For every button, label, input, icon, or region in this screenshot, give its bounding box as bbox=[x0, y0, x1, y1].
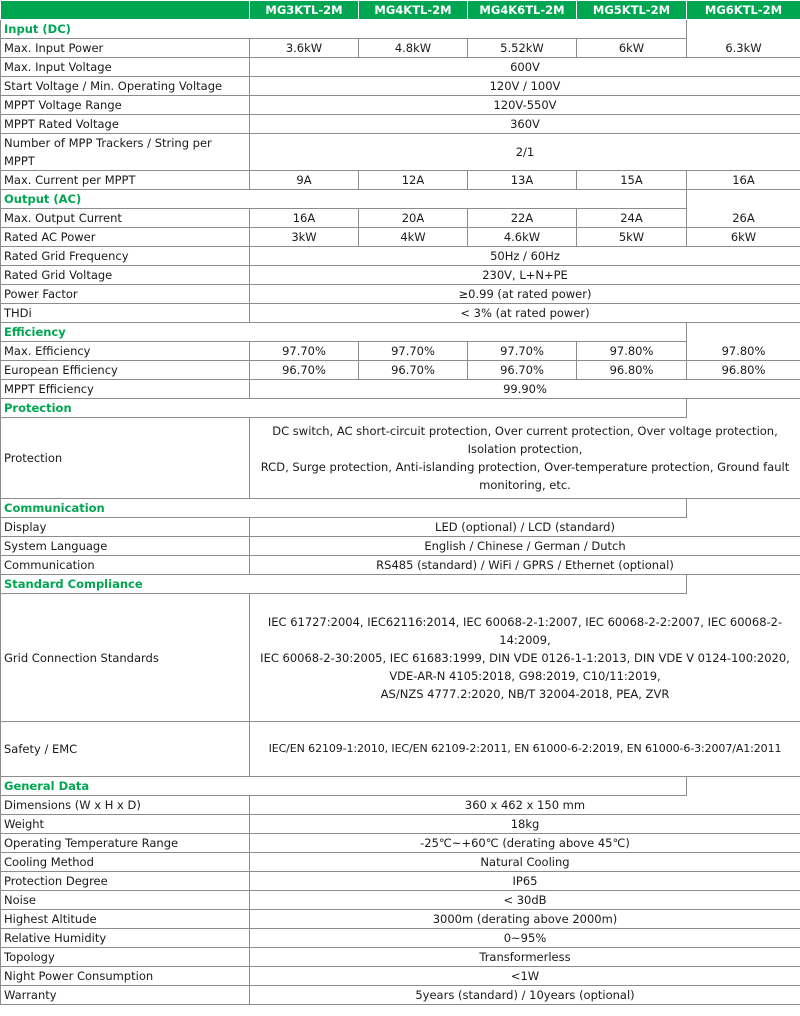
row-label: Rated AC Power bbox=[1, 228, 250, 247]
cell-value: 20A bbox=[359, 209, 468, 228]
text-line: DC switch, AC short-circuit protection, Over current protection, Over voltage protection, bbox=[272, 424, 778, 438]
section-title-input: Input (DC) bbox=[1, 20, 687, 39]
row-label: Noise bbox=[1, 891, 250, 910]
row-label: Safety / EMC bbox=[1, 722, 250, 777]
section-title-general: General Data bbox=[1, 777, 687, 796]
cell-value: 600V bbox=[250, 58, 800, 77]
cell-value: 4kW bbox=[359, 228, 468, 247]
row-label: Communication bbox=[1, 556, 250, 575]
model-header: MG5KTL-2M bbox=[577, 1, 687, 20]
cell-value: 50Hz / 60Hz bbox=[250, 247, 800, 266]
cell-value: IP65 bbox=[250, 872, 800, 891]
row-label: Topology bbox=[1, 948, 250, 967]
row-label: Grid Connection Standards bbox=[1, 594, 250, 722]
row-label: Rated Grid Frequency bbox=[1, 247, 250, 266]
table-row bbox=[1, 209, 800, 228]
table-row bbox=[1, 39, 800, 58]
model-header-row bbox=[1, 1, 800, 20]
cell-value: 97.80% bbox=[577, 342, 687, 361]
table-row bbox=[1, 815, 800, 834]
cell-value: 12A bbox=[359, 171, 468, 190]
table-row bbox=[1, 228, 800, 247]
cell-value: 22A bbox=[468, 209, 577, 228]
table-row bbox=[1, 796, 800, 815]
row-label: MPPT Voltage Range bbox=[1, 96, 250, 115]
cell-value: 97.70% bbox=[250, 342, 359, 361]
cell-value: 24A bbox=[577, 209, 687, 228]
table-row bbox=[1, 986, 800, 1005]
table-row bbox=[1, 134, 800, 171]
table-row bbox=[1, 537, 800, 556]
cell-value: 360V bbox=[250, 115, 800, 134]
table-row bbox=[1, 247, 800, 266]
cell-value: 97.70% bbox=[468, 342, 577, 361]
text-line: 14:2009, bbox=[499, 632, 551, 647]
row-label: Dimensions (W x H x D) bbox=[1, 796, 250, 815]
row-label: MPPT Efficiency bbox=[1, 380, 250, 399]
row-label: Warranty bbox=[1, 986, 250, 1005]
table-row bbox=[1, 58, 800, 77]
cell-value: 9A bbox=[250, 171, 359, 190]
row-label: Protection bbox=[1, 418, 250, 499]
protection-list bbox=[250, 418, 800, 499]
cell-value: 96.70% bbox=[468, 361, 577, 380]
section-title-efficiency: Efficiency bbox=[1, 323, 687, 342]
table-row bbox=[1, 518, 800, 537]
cell-value: LED (optional) / LCD (standard) bbox=[250, 518, 800, 537]
row-label: Max. Current per MPPT bbox=[1, 171, 250, 190]
row-label: Weight bbox=[1, 815, 250, 834]
cell-value: Natural Cooling bbox=[250, 853, 800, 872]
cell-value: 96.70% bbox=[250, 361, 359, 380]
cell-value: 96.70% bbox=[359, 361, 468, 380]
table-row bbox=[1, 594, 800, 722]
row-label: System Language bbox=[1, 537, 250, 556]
cell-value: English / Chinese / German / Dutch bbox=[250, 537, 800, 556]
model-header: MG3KTL-2M bbox=[250, 1, 359, 20]
cell-value: 16A bbox=[687, 171, 800, 190]
text-line: IEC 61727:2004, IEC62116:2014, IEC 60068-2-1:2007, IEC 60068-2-2:2007, IEC 60068-2- bbox=[267, 614, 783, 629]
row-label: Max. Input Power bbox=[1, 39, 250, 58]
table-row bbox=[1, 304, 800, 323]
cell-value: 96.80% bbox=[577, 361, 687, 380]
row-label: Max. Efficiency bbox=[1, 342, 250, 361]
grid-standards-list bbox=[250, 594, 800, 722]
section-row bbox=[1, 20, 800, 39]
row-label: Night Power Consumption bbox=[1, 967, 250, 986]
table-row bbox=[1, 872, 800, 891]
cell-value: 6kW bbox=[577, 39, 687, 58]
table-row bbox=[1, 342, 800, 361]
cell-value: 5.52kW bbox=[468, 39, 577, 58]
row-label: Number of MPP Trackers / String per MPPT bbox=[1, 134, 250, 171]
text-line: VDE-AR-N 4105:2018, G98:2019, C10/11:2019, bbox=[389, 668, 661, 683]
cell-value: 99.90% bbox=[250, 380, 800, 399]
cell-value: < 30dB bbox=[250, 891, 800, 910]
row-label: Highest Altitude bbox=[1, 910, 250, 929]
row-label: Protection Degree bbox=[1, 872, 250, 891]
model-header: MG6KTL-2M bbox=[687, 1, 800, 20]
section-title-protection: Protection bbox=[1, 399, 687, 418]
cell-value: 4.8kW bbox=[359, 39, 468, 58]
cell-value: 6.3kW bbox=[687, 39, 800, 58]
table-row bbox=[1, 929, 800, 948]
row-label: Display bbox=[1, 518, 250, 537]
row-label: European Efficiency bbox=[1, 361, 250, 380]
cell-value: 97.70% bbox=[359, 342, 468, 361]
cell-value: 120V / 100V bbox=[250, 77, 800, 96]
cell-value: 15A bbox=[577, 171, 687, 190]
cell-value: 6kW bbox=[687, 228, 800, 247]
section-row bbox=[1, 399, 800, 418]
text-line: Isolation protection, bbox=[467, 442, 583, 456]
table-row bbox=[1, 910, 800, 929]
table-row bbox=[1, 967, 800, 986]
cell-value: 18kg bbox=[250, 815, 800, 834]
section-row bbox=[1, 575, 800, 594]
table-row bbox=[1, 380, 800, 399]
table-row bbox=[1, 834, 800, 853]
model-header: MG4KTL-2M bbox=[359, 1, 468, 20]
table-row bbox=[1, 266, 800, 285]
cell-value: 26A bbox=[687, 209, 800, 228]
cell-value: 3000m (derating above 2000m) bbox=[250, 910, 800, 929]
cell-value: < 3% (at rated power) bbox=[250, 304, 800, 323]
table-row bbox=[1, 171, 800, 190]
row-label: Start Voltage / Min. Operating Voltage bbox=[1, 77, 250, 96]
row-label: Operating Temperature Range bbox=[1, 834, 250, 853]
cell-value: 16A bbox=[250, 209, 359, 228]
row-label: THDi bbox=[1, 304, 250, 323]
cell-value: 230V, L+N+PE bbox=[250, 266, 800, 285]
section-title-output: Output (AC) bbox=[1, 190, 687, 209]
row-label: Power Factor bbox=[1, 285, 250, 304]
text-line: AS/NZS 4777.2:2020, NB/T 32004-2018, PEA, ZVR bbox=[380, 686, 670, 701]
row-label: Rated Grid Voltage bbox=[1, 266, 250, 285]
row-label: MPPT Rated Voltage bbox=[1, 115, 250, 134]
section-title-communication: Communication bbox=[1, 499, 687, 518]
section-row bbox=[1, 499, 800, 518]
cell-value: 3.6kW bbox=[250, 39, 359, 58]
cell-value: Transformerless bbox=[250, 948, 800, 967]
table-row bbox=[1, 891, 800, 910]
cell-value: 13A bbox=[468, 171, 577, 190]
model-header: MG4K6TL-2M bbox=[468, 1, 577, 20]
text-line: monitoring, etc. bbox=[479, 478, 571, 492]
table-row bbox=[1, 285, 800, 304]
cell-value: 120V-550V bbox=[250, 96, 800, 115]
cell-value: 4.6kW bbox=[468, 228, 577, 247]
cell-value: 5years (standard) / 10years (optional) bbox=[250, 986, 800, 1005]
cell-value: 360 x 462 x 150 mm bbox=[250, 796, 800, 815]
section-row bbox=[1, 777, 800, 796]
table-row bbox=[1, 853, 800, 872]
section-title-compliance: Standard Compliance bbox=[1, 575, 687, 594]
header-corner bbox=[1, 1, 250, 20]
cell-value: 3kW bbox=[250, 228, 359, 247]
cell-value: <1W bbox=[250, 967, 800, 986]
cell-value: 96.80% bbox=[687, 361, 800, 380]
row-label: Max. Input Voltage bbox=[1, 58, 250, 77]
cell-value: -25℃~+60℃ (derating above 45℃) bbox=[250, 834, 800, 853]
table-row bbox=[1, 115, 800, 134]
row-label: Cooling Method bbox=[1, 853, 250, 872]
table-row bbox=[1, 722, 800, 777]
cell-value: RS485 (standard) / WiFi / GPRS / Ethernet (optional) bbox=[250, 556, 800, 575]
cell-value: 97.80% bbox=[687, 342, 800, 361]
table-row bbox=[1, 556, 800, 575]
table-row bbox=[1, 96, 800, 115]
table-row bbox=[1, 418, 800, 499]
cell-value: IEC/EN 62109-1:2010, IEC/EN 62109-2:2011, EN 61000-6-2:2019, EN 61000-6-3:2007/A1:2011 bbox=[250, 722, 800, 777]
section-row bbox=[1, 190, 800, 209]
row-label: Max. Output Current bbox=[1, 209, 250, 228]
cell-value: ≥0.99 (at rated power) bbox=[250, 285, 800, 304]
cell-value: 0~95% bbox=[250, 929, 800, 948]
row-label: Relative Humidity bbox=[1, 929, 250, 948]
cell-value: 2/1 bbox=[250, 134, 800, 171]
text-line: IEC 60068-2-30:2005, IEC 61683:1999, DIN VDE 0126-1-1:2013, DIN VDE V 0124-100:2020, bbox=[260, 650, 790, 665]
text-line: RCD, Surge protection, Anti-islanding protection, Over-temperature protection, Ground fault bbox=[260, 460, 790, 474]
table-row bbox=[1, 77, 800, 96]
table-row bbox=[1, 948, 800, 967]
cell-value: 5kW bbox=[577, 228, 687, 247]
section-row bbox=[1, 323, 800, 342]
table-row bbox=[1, 361, 800, 380]
